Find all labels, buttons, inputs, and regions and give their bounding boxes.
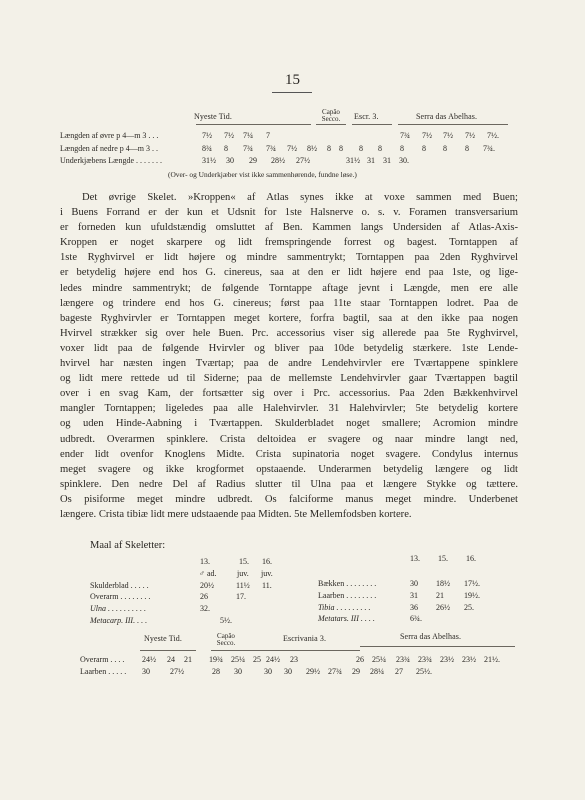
cell: 25 [253, 655, 261, 664]
table-row [318, 603, 528, 613]
cell: 30 [410, 579, 418, 588]
table-row [60, 131, 530, 141]
cell: 27½ [296, 156, 310, 165]
body-line: er forneden kun ufuldstændig omsluttet af Ben. Kammen langs Undersiden af Atlas-Axis- [60, 222, 518, 234]
table-row [90, 604, 300, 614]
cell: 7¾ [400, 131, 410, 140]
cell: 24½ [142, 655, 156, 664]
col-header: 16. [262, 557, 272, 566]
header-capao: Capão [217, 632, 235, 640]
body-line: mangler Torntappen; ligeledes paa alle Halehvirvler. 31 Halehvirvler; 5te betydelig kortere [60, 403, 518, 415]
header-capao-secco [312, 109, 350, 123]
col-header: 15. [239, 557, 249, 566]
col-header: 13. [410, 554, 420, 563]
row-label: Underkjæbens Længde . . . . . . . [60, 156, 162, 165]
table-row [60, 156, 530, 166]
body-line: længere og trindere end hos G. cinereus; først paa 11te staar Torntappen lodret. Paa de [60, 297, 518, 309]
cell: 17½. [464, 579, 480, 588]
cell: 17. [236, 592, 246, 601]
left-subheader-row [199, 569, 299, 579]
cell: 23¾ [418, 655, 432, 664]
bracket-serra [398, 124, 508, 125]
cell: 8 [443, 144, 447, 153]
cell: 7¼ [243, 131, 253, 140]
table-row [90, 616, 300, 626]
cell: 26 [356, 655, 364, 664]
cell: 28½ [271, 156, 285, 165]
row-label: Skulderblad . . . . . [90, 581, 149, 590]
body-line: og lidt mere rettede ud til Siderne; paa de mellemste Lendehvirvler gaar Tværtappen bagtil [60, 373, 518, 385]
cell: 8½ [307, 144, 317, 153]
header-capao-secco [208, 633, 244, 647]
bracket-escrivania [240, 650, 360, 651]
cell: 30 [234, 667, 242, 676]
row-label: Metacarp. III. . . . [90, 616, 148, 625]
cell: 19½. [464, 591, 480, 600]
body-line: og uden Hinde-Aabning i Tværtappen. Skulderbladet noget smallere; Acromion mindre [60, 418, 518, 430]
cell: 29½ [306, 667, 320, 676]
cell: 30 [264, 667, 272, 676]
cell: 8 [359, 144, 363, 153]
cell: 8 [224, 144, 228, 153]
body-line: over i en svag Kam, der fortsætter sig over i Prc. accessorius. Paa 2den Bækkenhvirvel [60, 388, 518, 400]
body-line: Kroppen er noget skarpere og lidt fremspringende forrest og bagest. Torntappen af [60, 237, 518, 249]
row-label: Tibia . . . . . . . . . [318, 603, 371, 612]
table-note: (Over- og Underkjæber vist ikke sammenhørende, fundne løse.) [168, 170, 357, 179]
bracket-capao [316, 124, 346, 125]
table-row [80, 667, 520, 677]
header-secco: Secco. [321, 115, 341, 123]
section-title-maal: Maal af Skeletter: [90, 540, 166, 551]
table-row [318, 579, 528, 589]
cell: 7¾. [483, 144, 495, 153]
body-line: ledes mindre sammentrykt; de følgende Torntappe aftage jevnt i Længde, men ere alle [60, 282, 518, 294]
body-line: voxer lidt paa de følgende Hvirvler og bliver paa 10de betydelig stærkere. 1ste Lende- [60, 342, 518, 354]
cell: 23 [290, 655, 298, 664]
body-line: Os pisiforme meget mindre udbredt. Os falciforme manus meget mindre. Underbenet [60, 493, 518, 505]
cell: 30 [284, 667, 292, 676]
table-row [318, 591, 528, 601]
table-row [318, 614, 528, 624]
col-subheader: juv. [261, 569, 273, 578]
cell: 30 [142, 667, 150, 676]
body-line: 1ste Ryghvirvel er lidt højere og mindre sammentrykt; Torntappen paa 2den Ryghvirvel [60, 252, 518, 264]
cell: 25½. [416, 667, 432, 676]
cell: 8 [400, 144, 404, 153]
cell: 23½ [462, 655, 476, 664]
header-nyeste-tid: Nyeste Tid. [144, 634, 182, 643]
table-row [90, 592, 300, 602]
body-text [60, 190, 518, 522]
left-header-row [200, 557, 300, 567]
body-line: længere. Crista tibiæ lidt mere udstaaende paa Midten. 5te Mellemfodsben kortere. [60, 508, 412, 520]
cell: 25. [464, 603, 474, 612]
cell: 7½ [224, 131, 234, 140]
bracket-escr [352, 124, 392, 125]
cell: 7½ [443, 131, 453, 140]
table-row [90, 581, 300, 591]
cell: 8 [339, 144, 343, 153]
col-header: 13. [200, 557, 210, 566]
body-line: bageste Ryghvirvler er Torntappen meget kortere, forfra bagtil, saa at den ikke paa nogen [60, 312, 518, 324]
cell: 21½. [484, 655, 500, 664]
col-subheader: ♂ ad. [199, 569, 217, 578]
body-line: Det øvrige Skelet. »Kroppen« af Atlas synes ikke at voxe sammen med Buen; [82, 192, 518, 203]
cell: 23½ [440, 655, 454, 664]
body-line: ender lidt ovenfor Knoglens Midte. Crista supinatoria noget svagere. Condylus internus [60, 448, 518, 460]
cell: 7½ [465, 131, 475, 140]
row-label: Overarm . . . . . . . . [90, 592, 151, 601]
row-label: Overarm . . . . [80, 655, 125, 664]
table-row [60, 144, 530, 154]
cell: 31 [367, 156, 375, 165]
cell: 24 [167, 655, 175, 664]
cell: 8¾ [202, 144, 212, 153]
cell: 8 [465, 144, 469, 153]
cell: 31 [383, 156, 391, 165]
page-number: 15 [285, 72, 300, 88]
body-paragraph [60, 190, 518, 522]
cell: 29 [352, 667, 360, 676]
cell: 7 [266, 131, 270, 140]
cell: 18½ [436, 579, 450, 588]
row-label: Ulna . . . . . . . . . . [90, 604, 146, 613]
body-line: meget svagere og ikke krogformet opstaaende. Underarmen betydelig længere og lidt [60, 463, 518, 475]
cell: 7¾ [266, 144, 276, 153]
body-line: udbredt. Overarmen spinklere. Crista deltoidea er svagere og naar mindre langt ned, [60, 433, 518, 445]
cell: 28¼ [370, 667, 384, 676]
header-escr: Escr. 3. [354, 112, 379, 121]
cell: 31 [410, 591, 418, 600]
cell: 27¾ [328, 667, 342, 676]
cell: 8 [378, 144, 382, 153]
cell: 19¾ [209, 655, 223, 664]
bracket-nyeste [140, 650, 196, 651]
header-capao: Capão [322, 108, 340, 116]
cell: 8 [422, 144, 426, 153]
cell: 11½ [236, 581, 250, 590]
body-line: i Buens Forrand er der kun et Udsnit for 1ste Halsnerve o. s. v. Foramen transversarium [60, 207, 518, 219]
col-header: 16. [466, 554, 476, 563]
right-header-row [410, 554, 510, 564]
cell: 7½ [202, 131, 212, 140]
cell: 6¾. [410, 614, 422, 623]
row-label: Længden af nedre p 4—m 3 . . [60, 144, 158, 153]
cell: 30 [226, 156, 234, 165]
cell: 36 [410, 603, 418, 612]
cell: 30. [399, 156, 409, 165]
cell: 7½. [487, 131, 499, 140]
body-line: hvirvel har næsten ingen Tværtap; paa de andre Lendehvirvler ere Tværtappene spinklere [60, 358, 518, 370]
cell: 21 [436, 591, 444, 600]
cell: 7½ [287, 144, 297, 153]
cell: 7½ [422, 131, 432, 140]
header-nyeste-tid: Nyeste Tid. [194, 112, 232, 121]
header-escrivania: Escrivania 3. [283, 634, 327, 643]
header-serra: Serra das Abelhas. [400, 632, 462, 641]
row-label: Bækken . . . . . . . . [318, 579, 377, 588]
body-line: er betydelig højere end hos G. cinereus, saa at den er lidt højere end paa 1ste, og lige- [60, 267, 518, 279]
cell: 21 [184, 655, 192, 664]
header-secco: Secco. [216, 639, 236, 647]
row-label: Længden af øvre p 4—m 3 . . . [60, 131, 159, 140]
cell: 27½ [170, 667, 184, 676]
cell: 24½ [266, 655, 280, 664]
cell: 29 [249, 156, 257, 165]
cell: 31½ [346, 156, 360, 165]
cell: 25¼ [372, 655, 386, 664]
row-label: Laarben . . . . . [80, 667, 127, 676]
cell: 31½ [202, 156, 216, 165]
cell: 32. [200, 604, 210, 613]
cell: 27 [395, 667, 403, 676]
cell: 26½ [436, 603, 450, 612]
col-header: 15. [438, 554, 448, 563]
bracket-serra [360, 646, 515, 647]
body-line: spinklere. Den nedre Del af Radius slutter til Ulna paa et længere Stykke og tættere. [60, 478, 518, 490]
bracket-nyeste [196, 124, 311, 125]
col-subheader: juv. [237, 569, 249, 578]
cell: 20½ [200, 581, 214, 590]
row-label: Laarben . . . . . . . . [318, 591, 377, 600]
cell: 8 [327, 144, 331, 153]
row-label: Metatars. III . . . . [318, 614, 375, 623]
header-serra: Serra das Abelhas. [416, 112, 478, 121]
table-row [80, 655, 520, 665]
cell: 25¼ [231, 655, 245, 664]
cell: 11. [262, 581, 272, 590]
cell: 5½. [220, 616, 232, 625]
cell: 23¾ [396, 655, 410, 664]
cell: 26 [200, 592, 208, 601]
page-number-rule [272, 92, 312, 93]
cell: 28 [212, 667, 220, 676]
cell: 7¾ [243, 144, 253, 153]
bracket-capao [211, 650, 241, 651]
body-line: Hvirvel strækker sig over hele Buen. Prc. accessorius viser sig allerede paa 5te Ryghvirvel, [60, 327, 518, 339]
